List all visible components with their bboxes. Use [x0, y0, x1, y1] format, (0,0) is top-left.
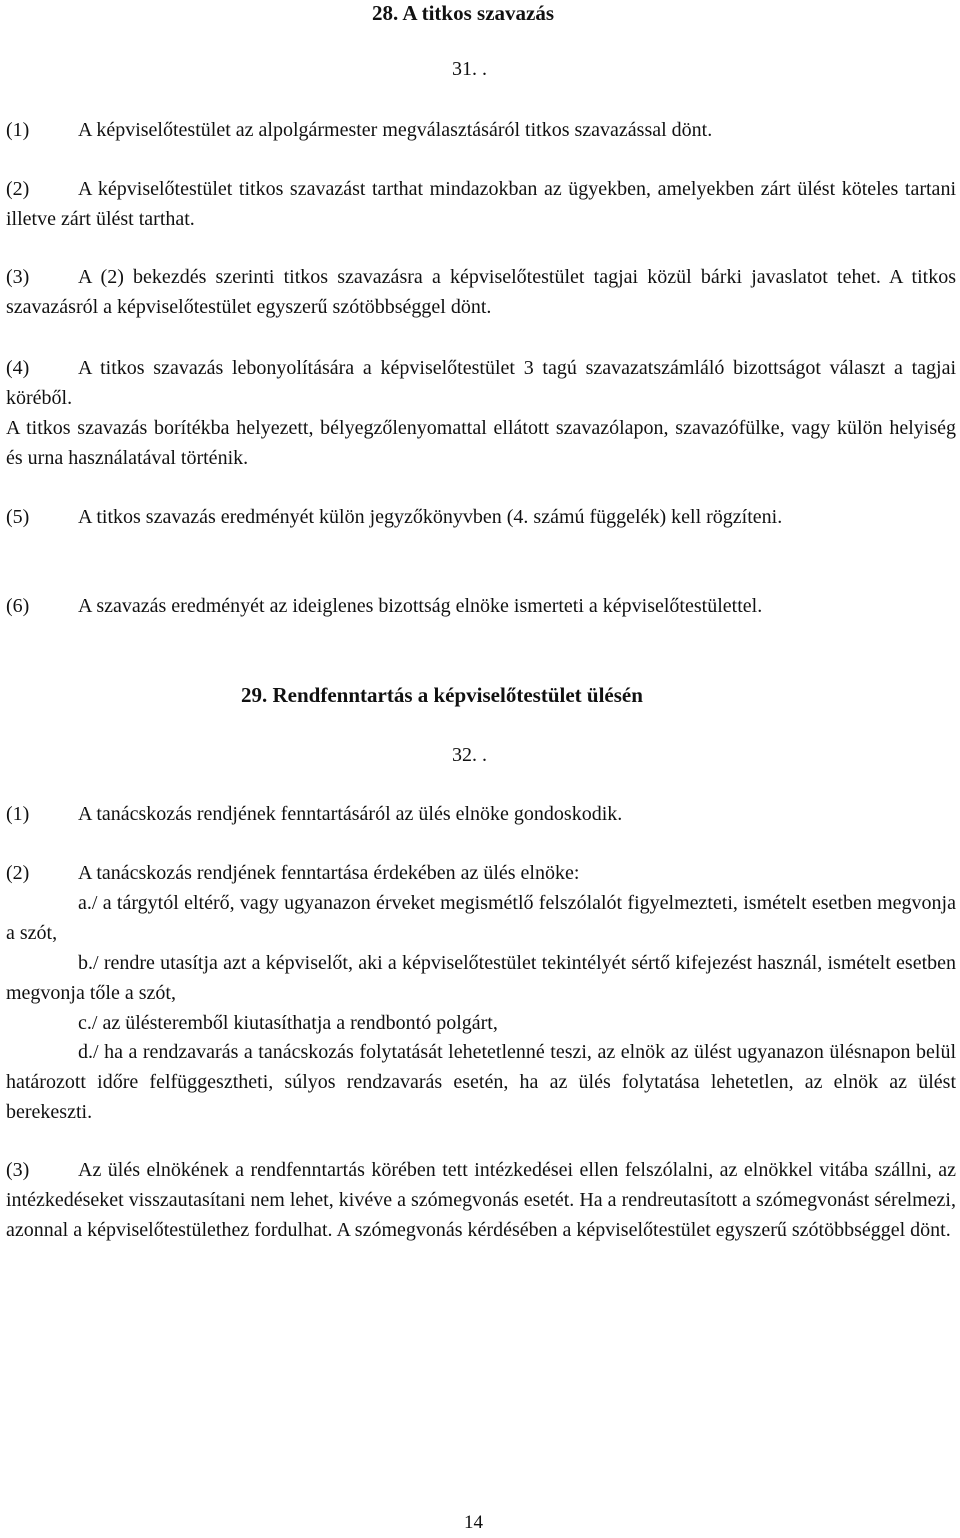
s29-item-1-num: (1) [6, 803, 30, 825]
s28-item-1-text: A képviselőtestület az alpolgármester megválasztásáról titkos szavazással dönt. [78, 119, 713, 141]
s28-item-6 [6, 591, 956, 621]
s28-item-6-num: (6) [6, 595, 30, 617]
s29-item-1 [6, 799, 956, 829]
s29-subitem-b-text: rendre utasítja azt a képviselőt, aki a képviselőtestület tekintélyét sértő kifejezést használ, ismételt esetben megvonja tőle a szót, [6, 952, 957, 1004]
s28-item-5-num: (5) [6, 506, 30, 528]
s28-item-5 [6, 502, 956, 532]
s28-item-6-text: A szavazás eredményét az ideiglenes bizottság elnöke ismerteti a képviselőtestülettel. [78, 595, 763, 617]
s29-subitem-a-label: a./ [78, 892, 98, 914]
s29-subitem-c-label: c./ [78, 1012, 98, 1034]
section-28-title: 28. A titkos szavazás [372, 1, 555, 25]
s28-item-3-num: (3) [6, 266, 30, 288]
s29-item-1-text: A tanácskozás rendjének fenntartásáról az ülés elnöke gondoskodik. [78, 803, 623, 825]
section-29-title: 29. Rendfenntartás a képviselőtestület ülésén [241, 683, 643, 707]
s29-item-3-num: (3) [6, 1159, 30, 1181]
s28-item-3 [6, 262, 956, 322]
s29-subitem-c-text: az ülésteremből kiutasíthatja a rendbontó polgárt, [102, 1012, 498, 1034]
s29-subitem-d-label: d./ [78, 1041, 99, 1063]
s29-item-2-text: A tanácskozás rendjének fenntartása érdekében az ülés elnöke: [78, 862, 580, 884]
s29-subitem-b-label: b./ [78, 952, 99, 974]
s29-item-3 [6, 1155, 956, 1245]
s28-item-2-text: A képviselőtestület titkos szavazást tarthat mindazokban az ügyekben, amelyekben zárt ülést köteles tartani illetve zárt ülést tarthat. [6, 178, 956, 230]
s28-item-2 [6, 174, 956, 234]
s29-subitem-d-text: ha a rendzavarás a tanácskozás folytatását lehetetlenné teszi, az elnök az ülést ugyanazon ülésnapon belül határozott időre felfüggesztheti, súlyos rendzavarás esetén, ha az ülés folytatása lehetetlen, az elnök az ülést berekeszti. [6, 1041, 957, 1123]
s28-item-4 [6, 353, 956, 413]
section-29-paragraph-number: 32. . [452, 744, 487, 766]
s29-subitem-b [6, 948, 956, 1008]
s29-subitem-c [6, 1008, 956, 1038]
s28-item-3-text: A (2) bekezdés szerinti titkos szavazásra a képviselőtestület tagjai közül bárki javaslatot tehet. A titkos szavazásról a képviselőtestület egyszerű szótöbbséggel dönt. [6, 266, 956, 318]
s29-subitem-a-text: a tárgytól eltérő, vagy ugyanazon érveket megismétlő felszólalót figyelmezteti, ismételt esetben megvonja a szót, [6, 892, 956, 944]
s28-item-4-text: A titkos szavazás lebonyolítására a képviselőtestület 3 tagú szavazatszámláló bizottságot választ a tagjai köréből. [6, 357, 956, 409]
page-number: 14 [464, 1512, 483, 1533]
s29-item-2-num: (2) [6, 862, 30, 884]
s28-item-4-num: (4) [6, 357, 30, 379]
s29-subitem-a [6, 888, 956, 948]
s28-item-2-num: (2) [6, 178, 30, 200]
s28-item-1-num: (1) [6, 119, 30, 141]
s29-subitem-d [6, 1037, 956, 1127]
s29-item-3-text: Az ülés elnökének a rendfenntartás körében tett intézkedései ellen felszólalni, az elnökkel vitába szállni, az intézkedéseket visszautasítani nem lehet, kivéve a szómegvonás esetét. Ha a rendreutasított a szómegvonást sérelmezi, azonnal a képviselőtestülethez fordulhat. A szómegvonás kérdésében a képviselőtestület egyszerű szótöbbséggel dönt. [6, 1159, 956, 1241]
section-28-paragraph-number: 31. . [452, 58, 487, 80]
s28-item-1 [6, 115, 956, 145]
s28-item-5-text: A titkos szavazás eredményét külön jegyzőkönyvben (4. számú függelék) kell rögzíteni. [78, 506, 783, 528]
s29-item-2 [6, 858, 956, 888]
s28-item-4-extra: A titkos szavazás borítékba helyezett, bélyegzőlenyomattal ellátott szavazólapon, szavazófülke, vagy külön helyiség és urna használatával történik. [6, 417, 956, 469]
